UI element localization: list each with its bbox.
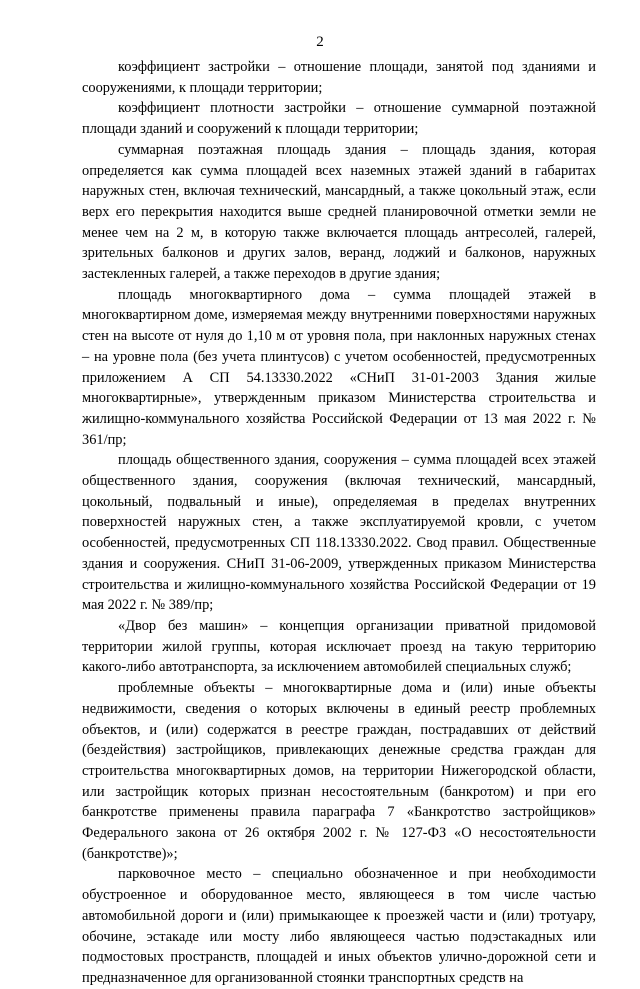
page-number: 2 bbox=[316, 34, 324, 50]
paragraph-car-free-yard: «Двор без машин» – концепция организации приватной придомовой территории жилой группы, которая исключает проезд на такую территорию какого-либо автотранспорта, за исключением автомобилей специальных служб; bbox=[82, 617, 596, 676]
paragraph-density-coefficient: коэффициент плотности застройки – отношение суммарной поэтажной площади зданий и сооружений к площади территории; bbox=[82, 100, 596, 138]
paragraph-public-building-area: площадь общественного здания, сооружения – сумма площадей всех этажей общественного здания, сооружения (включая технический, мансардный, цокольный, подвальный и иные), определяемая в пределах внутренних поверхностей наружных стен, а также эксплуатируемой кровли, с учетом особенностей, предусмотренных СП 118.13330.2022. Свод правил. Общественные здания и сооружения. СНиП 31-06-2009, утвержденных приказом Министерства строительства и жилищно-коммунального хозяйства Российской Федерации от 19 мая 2022 г. № 389/пр; bbox=[82, 452, 596, 614]
paragraph-total-floor-area: суммарная поэтажная площадь здания – площадь здания, которая определяется как сумма площадей всех наземных этажей зданий в габаритах наружных стен, включая технический, мансардный, а также цокольный этаж, если верх его перекрытия находится выше средней планировочной отметки земли не менее чем на 2 м, в которую также включается площадь антресолей, галерей, зрительных балконов и других залов, веранд, лоджий и балконов, наружных застекленных галерей, а также переходов в другие здания; bbox=[82, 141, 596, 283]
document-body bbox=[82, 57, 596, 989]
paragraph-building-coefficient: коэффициент застройки – отношение площади, занятой под зданиями и сооружениями, к площади территории; bbox=[82, 59, 596, 96]
paragraph-problem-objects: проблемные объекты – многоквартирные дома и (или) иные объекты недвижимости, сведения о которых включены в единый реестр проблемных объектов, и (или) содержатся в реестре граждан, пострадавших от действий (бездействия) застройщиков, привлекающих денежные средства граждан для строительства многоквартирных домов, на территории Нижегородской области, или застройщик которых признан несостоятельным (банкротом) и при его банкротстве применены правила параграфа 7 «Банкротство застройщиков» Федерального закона от 26 октября 2002 г. № 127-ФЗ «О несостоятельности (банкротстве)»; bbox=[82, 680, 596, 862]
paragraph-apartment-building-area: площадь многоквартирного дома – сумма площадей этажей в многоквартирном доме, измеряемая между внутренними поверхностями наружных стен на высоте от нуля до 1,10 м от уровня пола, при наклонных наружных стенах – на уровне пола (без учета плинтусов) с учетом особенностей, предусмотренных приложением А СП 54.13330.2022 «СНиП 31-01-2003 Здания жилые многоквартирные», утвержденным приказом Министерства строительства и жилищно-коммунального хозяйства Российской Федерации от 13 мая 2022 г. № 361/пр; bbox=[82, 286, 596, 448]
paragraph-parking-space: парковочное место – специально обозначенное и при необходимости обустроенное и оборудованное место, являющееся в том числе частью автомобильной дороги и (или) примыкающее к проезжей части и (или) тротуару, обочине, эстакаде или мосту либо являющееся частью подэстакадных или подмостовых пространств, площадей и иных объектов улично-дорожной сети и предназначенное для организованной стоянки транспортных средств на bbox=[82, 866, 596, 986]
